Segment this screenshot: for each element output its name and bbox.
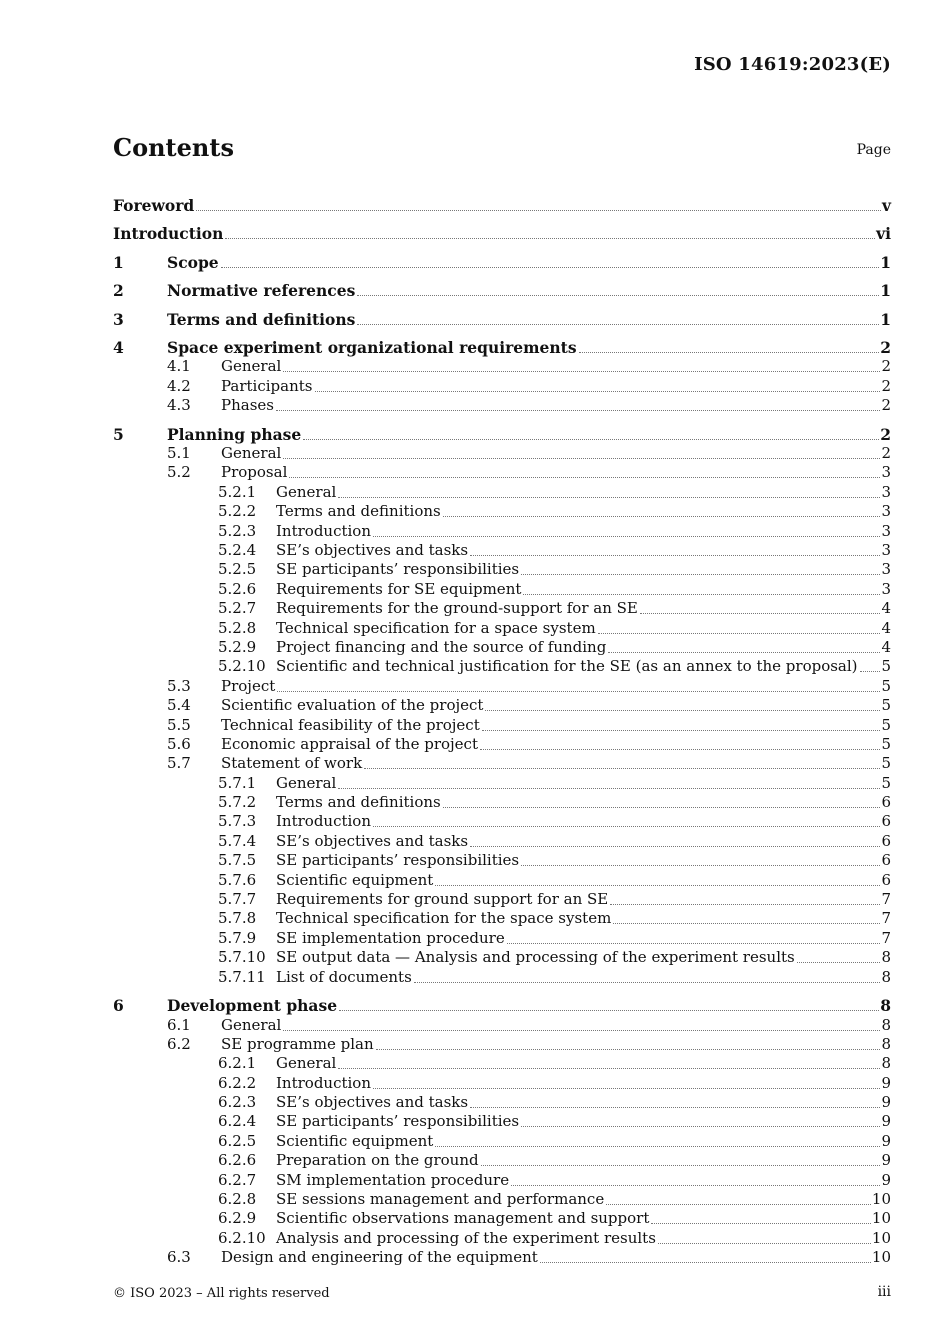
toc-entry-number: 6.1 bbox=[167, 1015, 191, 1034]
dot-leader bbox=[357, 323, 879, 325]
toc-entry-title: Technical specification for the space system bbox=[276, 909, 612, 928]
toc-entry-page: 10 bbox=[871, 1228, 891, 1247]
toc-entry-title: Terms and definitions bbox=[276, 502, 441, 521]
toc-entry-number: 5 bbox=[113, 424, 124, 444]
toc-entry-page: 7 bbox=[881, 890, 891, 909]
toc-entry-number: 5.2.4 bbox=[218, 541, 257, 560]
toc-entry[interactable] bbox=[113, 502, 891, 521]
dot-leader bbox=[443, 806, 881, 808]
document-id: ISO 14619:2023(E) bbox=[694, 54, 891, 75]
dot-leader bbox=[470, 845, 880, 847]
toc-entry-number: 4.3 bbox=[167, 396, 191, 415]
toc-entry[interactable] bbox=[113, 1228, 891, 1247]
toc-entry-title: General bbox=[221, 444, 282, 463]
toc-entry-title: Analysis and processing of the experiment results bbox=[276, 1228, 656, 1247]
toc-entry[interactable] bbox=[113, 560, 891, 579]
toc-entry-page: 2 bbox=[881, 396, 891, 415]
toc-entry[interactable] bbox=[113, 444, 891, 463]
toc-entry-title: General bbox=[221, 357, 282, 376]
toc-entry-page: 5 bbox=[881, 754, 891, 773]
toc-entry-title: List of documents bbox=[276, 967, 412, 986]
toc-entry-number: 5.3 bbox=[167, 676, 191, 695]
toc-entry-number: 5.2.6 bbox=[218, 579, 257, 598]
toc-entry[interactable] bbox=[113, 754, 891, 773]
toc-entry-page: 6 bbox=[881, 793, 891, 812]
toc-entry-number: 6.2.7 bbox=[218, 1170, 257, 1189]
toc-entry-number: 5.2.10 bbox=[218, 657, 266, 676]
toc-entry-number: 4 bbox=[113, 338, 124, 357]
toc-entry-title: General bbox=[276, 1054, 337, 1073]
toc-entry-number: 5.7.7 bbox=[218, 890, 257, 909]
dot-leader bbox=[481, 1164, 881, 1166]
toc-entry-number: 5.7.9 bbox=[218, 928, 257, 947]
dot-leader bbox=[480, 748, 880, 750]
toc-entry-page: 5 bbox=[881, 657, 891, 676]
toc-entry-title: Terms and definitions bbox=[167, 309, 356, 329]
toc-entry-title: Technical specification for a space system bbox=[276, 618, 596, 637]
toc-entry-page: 2 bbox=[881, 376, 891, 395]
toc-entry-page: 8 bbox=[880, 996, 891, 1016]
toc-entry-page: 9 bbox=[881, 1151, 891, 1170]
toc-entry-page: 4 bbox=[881, 618, 891, 637]
dot-leader bbox=[414, 981, 881, 983]
toc-entry-number: 1 bbox=[113, 252, 124, 272]
toc-entry-title: Planning phase bbox=[167, 424, 302, 444]
dot-leader bbox=[373, 1087, 880, 1089]
dot-leader bbox=[315, 390, 881, 392]
toc-entry-title: Introduction bbox=[276, 521, 371, 540]
toc-entry-title: Design and engineering of the equipment bbox=[221, 1248, 538, 1267]
toc-entry[interactable] bbox=[113, 482, 891, 501]
toc-entry[interactable] bbox=[113, 948, 891, 967]
toc-entry[interactable] bbox=[113, 987, 891, 1016]
dot-leader bbox=[373, 535, 880, 537]
toc-entry-title: Introduction bbox=[276, 812, 371, 831]
toc-entry-page: 6 bbox=[881, 831, 891, 850]
toc-entry-title: Scientific and technical justification for the SE (as an annex to the proposal) bbox=[276, 657, 858, 676]
toc-entry-title: Preparation on the ground bbox=[276, 1151, 479, 1170]
dot-leader bbox=[221, 266, 880, 268]
dot-leader bbox=[303, 438, 879, 440]
toc-entry-page: 8 bbox=[881, 1054, 891, 1073]
dot-leader bbox=[338, 787, 880, 789]
dot-leader bbox=[540, 1261, 871, 1263]
page-column-label: Page bbox=[856, 142, 891, 158]
toc-entry-page: 8 bbox=[881, 948, 891, 967]
toc-entry-page: vi bbox=[876, 224, 891, 243]
dot-leader bbox=[283, 457, 880, 459]
toc-entry[interactable] bbox=[113, 579, 891, 598]
dot-leader bbox=[521, 573, 880, 575]
toc-entry-number: 5.2.7 bbox=[218, 599, 257, 618]
toc-entry-number: 3 bbox=[113, 309, 124, 329]
toc-entry-page: 3 bbox=[881, 463, 891, 482]
dot-leader bbox=[376, 1048, 881, 1050]
dot-leader bbox=[276, 409, 880, 411]
toc-entry-page: 6 bbox=[881, 812, 891, 831]
toc-entry[interactable] bbox=[113, 657, 891, 676]
toc-entry-number: 5.7.11 bbox=[218, 967, 266, 986]
toc-entry-title: SM implementation procedure bbox=[276, 1170, 510, 1189]
toc-entry-title: Normative references bbox=[167, 281, 356, 300]
page-number: iii bbox=[877, 1284, 891, 1300]
toc-entry-title: Introduction bbox=[276, 1073, 371, 1092]
toc-entry-title: General bbox=[276, 773, 337, 792]
toc-entry-number: 5.2.9 bbox=[218, 637, 257, 656]
toc-entry-page: 3 bbox=[881, 541, 891, 560]
toc-entry-number: 4.2 bbox=[167, 376, 191, 395]
toc-entry[interactable] bbox=[113, 870, 891, 889]
toc-entry-title: General bbox=[221, 1015, 282, 1034]
toc-entry[interactable] bbox=[113, 243, 891, 272]
toc-entry-page: 5 bbox=[881, 773, 891, 792]
toc-entry-title: Development phase bbox=[167, 996, 338, 1016]
dot-leader bbox=[289, 476, 880, 478]
toc-entry[interactable] bbox=[113, 928, 891, 947]
toc-entry-page: 2 bbox=[880, 338, 891, 357]
toc-entry-page: 2 bbox=[880, 424, 891, 444]
toc-entry-title: Scientific evaluation of the project bbox=[221, 696, 484, 715]
toc-entry[interactable] bbox=[113, 967, 891, 986]
toc-entry-title: Project bbox=[221, 676, 276, 695]
copyright-notice: © ISO 2023 – All rights reserved bbox=[113, 1286, 330, 1301]
toc-entry-page: 9 bbox=[881, 1112, 891, 1131]
dot-leader bbox=[357, 294, 879, 296]
dot-leader bbox=[860, 670, 881, 672]
toc-entry-title: SE participants’ responsibilities bbox=[276, 851, 520, 870]
toc-entry-number: 5.6 bbox=[167, 734, 191, 753]
toc-entry-page: 5 bbox=[881, 734, 891, 753]
toc-entry-title: Space experiment organizational requirements bbox=[167, 338, 577, 357]
toc-entry[interactable] bbox=[113, 1151, 891, 1170]
toc-entry-number: 5.2.8 bbox=[218, 618, 257, 637]
dot-leader bbox=[373, 825, 880, 827]
toc-entry[interactable] bbox=[113, 831, 891, 850]
toc-entry[interactable] bbox=[113, 463, 891, 482]
toc-entry-number: 5.7.4 bbox=[218, 831, 257, 850]
toc-entry[interactable] bbox=[113, 1131, 891, 1150]
toc-entry-page: 1 bbox=[880, 309, 891, 329]
toc-entry-title: Scientific equipment bbox=[276, 870, 434, 889]
toc-entry-page: 10 bbox=[871, 1209, 891, 1228]
toc-entry-title: Economic appraisal of the project bbox=[221, 734, 478, 753]
toc-entry-title: Proposal bbox=[221, 463, 288, 482]
toc-entry-page: 9 bbox=[881, 1073, 891, 1092]
toc-entry[interactable] bbox=[113, 1209, 891, 1228]
toc-entry[interactable] bbox=[113, 1170, 891, 1189]
toc-entry-number: 5.4 bbox=[167, 696, 191, 715]
toc-entry[interactable] bbox=[113, 272, 891, 301]
toc-entry-number: 6 bbox=[113, 996, 124, 1016]
toc-entry[interactable] bbox=[113, 793, 891, 812]
toc-entry-page: 5 bbox=[881, 676, 891, 695]
dot-leader bbox=[225, 237, 875, 239]
toc-entry-title: Foreword bbox=[113, 195, 195, 215]
toc-entry-page: 7 bbox=[881, 909, 891, 928]
dot-leader bbox=[658, 1242, 871, 1244]
toc-entry-number: 6.2.5 bbox=[218, 1131, 257, 1150]
toc-entry-number: 2 bbox=[113, 281, 124, 300]
toc-entry-number: 5.2.2 bbox=[218, 502, 257, 521]
toc-entry-number: 6.2.10 bbox=[218, 1228, 266, 1247]
toc-entry-number: 6.3 bbox=[167, 1248, 191, 1267]
toc-entry-title: Phases bbox=[221, 396, 274, 415]
dot-leader bbox=[435, 1145, 880, 1147]
toc-entry[interactable] bbox=[113, 1035, 891, 1054]
toc-entry-page: 1 bbox=[880, 281, 891, 300]
toc-entry-page: 9 bbox=[881, 1170, 891, 1189]
toc-entry-title: Scientific equipment bbox=[276, 1131, 434, 1150]
toc-entry-title: SE’s objectives and tasks bbox=[276, 1093, 469, 1112]
toc-entry-page: 8 bbox=[881, 1015, 891, 1034]
dot-leader bbox=[521, 1125, 880, 1127]
contents-heading: Contents bbox=[113, 133, 234, 162]
toc-entry-number: 5.5 bbox=[167, 715, 191, 734]
toc-entry[interactable] bbox=[113, 396, 891, 415]
dot-leader bbox=[283, 370, 880, 372]
toc-entry[interactable] bbox=[113, 1112, 891, 1131]
toc-entry-title: Participants bbox=[221, 376, 313, 395]
toc-entry[interactable] bbox=[113, 300, 891, 329]
toc-entry-page: 7 bbox=[881, 928, 891, 947]
toc-entry-number: 6.2.2 bbox=[218, 1073, 257, 1092]
toc-entry-number: 5.7.6 bbox=[218, 870, 257, 889]
dot-leader bbox=[277, 690, 880, 692]
toc-entry[interactable] bbox=[113, 186, 891, 215]
toc-entry-page: 3 bbox=[881, 521, 891, 540]
toc-entry-title: Requirements for SE equipment bbox=[276, 579, 522, 598]
toc-entry[interactable] bbox=[113, 541, 891, 560]
toc-entry-page: 3 bbox=[881, 560, 891, 579]
toc-entry-number: 5.7.5 bbox=[218, 851, 257, 870]
toc-entry[interactable] bbox=[113, 329, 891, 358]
toc-entry-page: 6 bbox=[881, 851, 891, 870]
toc-entry-number: 5.7.10 bbox=[218, 948, 266, 967]
dot-leader bbox=[435, 884, 880, 886]
dot-leader bbox=[507, 942, 881, 944]
toc-entry-page: v bbox=[881, 195, 891, 215]
toc-entry-page: 8 bbox=[881, 1034, 891, 1053]
toc-entry-title: Requirements for ground support for an SE bbox=[276, 890, 609, 909]
dot-leader bbox=[443, 515, 881, 517]
toc-entry-number: 6.2.9 bbox=[218, 1209, 257, 1228]
toc-entry[interactable] bbox=[113, 599, 891, 618]
toc-entry-number: 5.2.1 bbox=[218, 482, 257, 501]
toc-entry-title: SE participants’ responsibilities bbox=[276, 1112, 520, 1131]
dot-leader bbox=[470, 554, 880, 556]
dot-leader bbox=[339, 1009, 879, 1011]
toc-entry-page: 4 bbox=[881, 599, 891, 618]
toc-entry-page: 4 bbox=[881, 637, 891, 656]
toc-entry-number: 6.2.3 bbox=[218, 1093, 257, 1112]
toc-entry-number: 6.2.6 bbox=[218, 1151, 257, 1170]
toc-entry[interactable] bbox=[113, 696, 891, 715]
toc-entry-page: 10 bbox=[871, 1248, 891, 1267]
toc-entry-page: 3 bbox=[881, 579, 891, 598]
toc-entry[interactable] bbox=[113, 890, 891, 909]
toc-entry-title: SE’s objectives and tasks bbox=[276, 831, 469, 850]
toc-entry-number: 6.2.8 bbox=[218, 1190, 257, 1209]
toc-entry-page: 3 bbox=[881, 482, 891, 501]
toc-entry-page: 5 bbox=[881, 715, 891, 734]
dot-leader bbox=[482, 729, 881, 731]
toc-entry-number: 5.7.1 bbox=[218, 773, 257, 792]
dot-leader bbox=[579, 351, 880, 353]
dot-leader bbox=[610, 903, 880, 905]
toc-entry[interactable] bbox=[113, 415, 891, 444]
toc-entry[interactable] bbox=[113, 851, 891, 870]
dot-leader bbox=[608, 651, 880, 653]
dot-leader bbox=[598, 632, 881, 634]
toc-entry-title: SE output data — Analysis and processing of the experiment results bbox=[276, 948, 795, 967]
dot-leader bbox=[521, 864, 880, 866]
toc-entry-number: 5.7.2 bbox=[218, 793, 257, 812]
toc-entry-title: Scientific observations management and support bbox=[276, 1209, 650, 1228]
toc-entry-number: 5.7 bbox=[167, 754, 191, 773]
dot-leader bbox=[364, 767, 880, 769]
toc-entry-number: 4.1 bbox=[167, 357, 191, 376]
dot-leader bbox=[797, 961, 881, 963]
toc-entry[interactable] bbox=[113, 735, 891, 754]
toc-entry-page: 1 bbox=[880, 252, 891, 272]
toc-entry-page: 10 bbox=[871, 1190, 891, 1209]
table-of-contents bbox=[113, 186, 891, 1267]
toc-entry-page: 9 bbox=[881, 1131, 891, 1150]
toc-entry-number: 6.2.1 bbox=[218, 1054, 257, 1073]
toc-entry-page: 2 bbox=[881, 444, 891, 463]
toc-entry[interactable] bbox=[113, 1054, 891, 1073]
dot-leader bbox=[338, 496, 880, 498]
toc-entry-title: Technical feasibility of the project bbox=[221, 715, 480, 734]
toc-entry[interactable] bbox=[113, 909, 891, 928]
toc-entry-number: 5.2 bbox=[167, 463, 191, 482]
toc-entry-title: Introduction bbox=[113, 224, 224, 243]
toc-entry-title: Scope bbox=[167, 252, 219, 272]
toc-entry-title: SE sessions management and performance bbox=[276, 1190, 605, 1209]
toc-entry[interactable] bbox=[113, 1073, 891, 1092]
toc-entry-page: 8 bbox=[881, 967, 891, 986]
dot-leader bbox=[523, 593, 880, 595]
toc-entry-title: Requirements for the ground-support for an SE bbox=[276, 599, 638, 618]
toc-entry-number: 6.2.4 bbox=[218, 1112, 257, 1131]
toc-entry[interactable] bbox=[113, 215, 891, 244]
toc-entry-number: 5.7.3 bbox=[218, 812, 257, 831]
dot-leader bbox=[606, 1203, 871, 1205]
toc-entry[interactable] bbox=[113, 357, 891, 376]
toc-entry-number: 5.2.5 bbox=[218, 560, 257, 579]
toc-entry-title: SE participants’ responsibilities bbox=[276, 560, 520, 579]
toc-entry-title: Terms and definitions bbox=[276, 793, 441, 812]
toc-entry[interactable] bbox=[113, 521, 891, 540]
toc-entry-title: Statement of work bbox=[221, 754, 363, 773]
toc-entry-title: SE’s objectives and tasks bbox=[276, 541, 469, 560]
toc-entry-number: 5.1 bbox=[167, 444, 191, 463]
dot-leader bbox=[283, 1029, 880, 1031]
toc-entry-title: SE programme plan bbox=[221, 1034, 374, 1053]
dot-leader bbox=[485, 709, 880, 711]
toc-entry[interactable] bbox=[113, 1190, 891, 1209]
toc-entry-title: Project financing and the source of funding bbox=[276, 637, 607, 656]
toc-entry-title: General bbox=[276, 482, 337, 501]
dot-leader bbox=[613, 922, 880, 924]
toc-entry[interactable] bbox=[113, 638, 891, 657]
toc-entry-number: 5.2.3 bbox=[218, 521, 257, 540]
toc-entry[interactable] bbox=[113, 376, 891, 395]
toc-entry[interactable] bbox=[113, 812, 891, 831]
toc-entry-number: 5.7.8 bbox=[218, 909, 257, 928]
toc-entry-number: 6.2 bbox=[167, 1034, 191, 1053]
toc-entry-page: 9 bbox=[881, 1093, 891, 1112]
toc-entry[interactable] bbox=[113, 618, 891, 637]
toc-entry-page: 2 bbox=[881, 357, 891, 376]
toc-entry[interactable] bbox=[113, 676, 891, 695]
toc-entry-page: 6 bbox=[881, 870, 891, 889]
toc-entry[interactable] bbox=[113, 1015, 891, 1034]
toc-entry-page: 5 bbox=[881, 696, 891, 715]
toc-entry[interactable] bbox=[113, 715, 891, 734]
toc-entry-page: 3 bbox=[881, 502, 891, 521]
toc-entry-title: SE implementation procedure bbox=[276, 928, 505, 947]
toc-entry[interactable] bbox=[113, 1248, 891, 1267]
dot-leader bbox=[640, 612, 881, 614]
dot-leader bbox=[511, 1184, 880, 1186]
dot-leader bbox=[338, 1067, 880, 1069]
dot-leader bbox=[196, 209, 881, 211]
dot-leader bbox=[470, 1106, 880, 1108]
dot-leader bbox=[651, 1222, 871, 1224]
toc-entry[interactable] bbox=[113, 1093, 891, 1112]
toc-entry[interactable] bbox=[113, 773, 891, 792]
